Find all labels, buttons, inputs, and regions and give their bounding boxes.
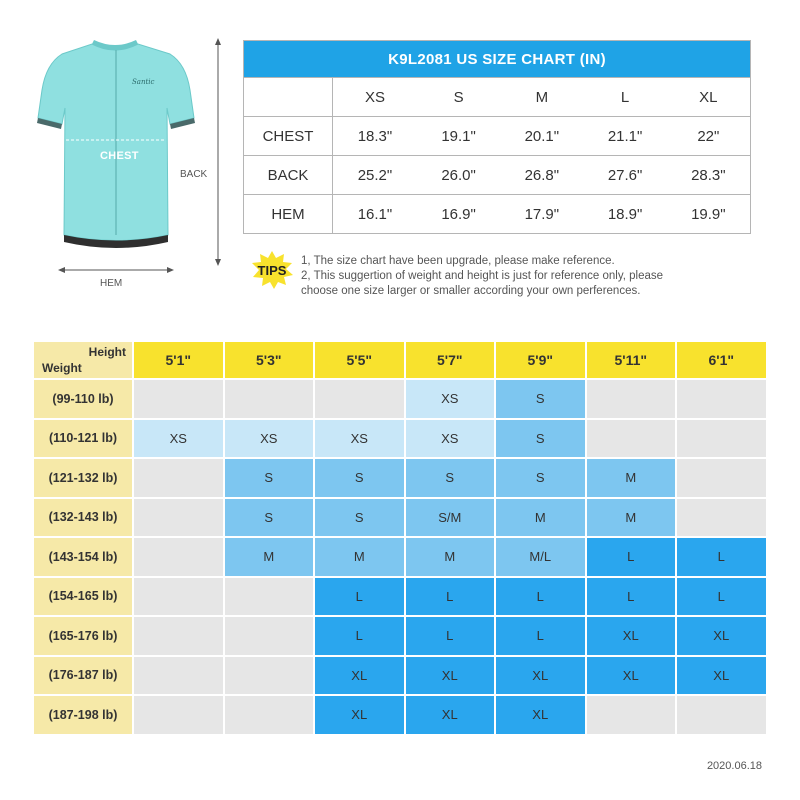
size-cell: S [225,499,314,537]
size-cell: XL [587,657,676,695]
jersey-illustration [20,30,240,300]
measure-value: 25.2" [333,156,417,195]
size-cell: M [406,538,495,576]
measure-value: 22" [667,117,750,156]
empty-cell [587,696,676,734]
empty-cell [134,499,223,537]
size-cell: S [225,459,314,497]
size-cell: M [315,538,404,576]
measure-value: 18.3" [333,117,417,156]
size-cell: XL [496,657,585,695]
size-cell: M [225,538,314,576]
weight-axis-label: Weight [42,361,82,375]
measure-value: 28.3" [667,156,750,195]
size-cell: L [677,538,766,576]
measure-value: 19.9" [667,195,750,234]
height-weight-size-grid [34,342,768,738]
corner-cell [244,78,333,117]
size-cell: XS [134,420,223,458]
tip-line: choose one size larger or smaller according your own perferences. [301,285,641,297]
size-header: XS [333,78,417,117]
size-cell: M [496,499,585,537]
size-cell: XL [406,696,495,734]
empty-cell [134,459,223,497]
weight-label: (110-121 lb) [34,420,132,458]
size-header: XL [667,78,750,117]
height-header: 5'3" [225,342,314,378]
size-cell: L [406,578,495,616]
empty-cell [677,380,766,418]
weight-label: (143-154 lb) [34,538,132,576]
size-cell: M [587,459,676,497]
empty-cell [134,380,223,418]
empty-cell [677,696,766,734]
height-header: 5'7" [406,342,495,378]
tips-text [301,254,761,299]
size-cell: XL [315,696,404,734]
size-cell: L [315,578,404,616]
weight-label: (154-165 lb) [34,578,132,616]
brand-logo: Santic [132,78,155,86]
grid-corner [34,342,132,378]
height-axis-label: Height [88,345,126,359]
empty-cell [134,538,223,576]
size-cell: S [496,420,585,458]
size-cell: S [315,499,404,537]
jersey-image [20,30,240,300]
size-cell: L [496,617,585,655]
measure-value: 16.9" [417,195,500,234]
measure-value: 16.1" [333,195,417,234]
hem-label: HEM [100,278,123,289]
height-header: 5'5" [315,342,404,378]
size-cell: L [677,578,766,616]
back-label: BACK [180,169,208,180]
hem-row [244,195,750,234]
us-size-chart [243,40,751,234]
weight-label: (99-110 lb) [34,380,132,418]
empty-cell [134,578,223,616]
height-header: 5'11" [587,342,676,378]
measure-value: 18.9" [583,195,666,234]
tips-badge [250,250,294,290]
size-cell: S/M [406,499,495,537]
row-label: BACK [244,156,333,195]
size-cell: XS [315,420,404,458]
empty-cell [677,420,766,458]
weight-label: (132-143 lb) [34,499,132,537]
empty-cell [587,380,676,418]
weight-label: (187-198 lb) [34,696,132,734]
measure-value: 26.0" [417,156,500,195]
size-cell: L [406,617,495,655]
size-cell: XL [677,657,766,695]
height-header: 6'1" [677,342,766,378]
size-cell: M/L [496,538,585,576]
empty-cell [225,696,314,734]
size-cell: XL [677,617,766,655]
empty-cell [587,420,676,458]
weight-label: (176-187 lb) [34,657,132,695]
row-label: HEM [244,195,333,234]
measure-value: 27.6" [583,156,666,195]
empty-cell [134,696,223,734]
size-cell: XS [406,380,495,418]
measure-value: 19.1" [417,117,500,156]
size-header: L [583,78,666,117]
measure-value: 20.1" [500,117,583,156]
size-cell: XL [496,696,585,734]
size-cell: L [315,617,404,655]
back-row [244,156,750,195]
row-label: CHEST [244,117,333,156]
size-header: S [417,78,500,117]
empty-cell [225,617,314,655]
height-header: 5'9" [496,342,585,378]
size-cell: XL [587,617,676,655]
size-cell: S [315,459,404,497]
size-header: M [500,78,583,117]
empty-cell [134,657,223,695]
empty-cell [677,499,766,537]
chest-label: CHEST [100,150,139,162]
height-header: 5'1" [134,342,223,378]
size-cell: L [587,578,676,616]
size-cell: S [496,459,585,497]
measure-value: 26.8" [500,156,583,195]
size-cell: XS [406,420,495,458]
size-cell: XL [315,657,404,695]
weight-label: (121-132 lb) [34,459,132,497]
chart-date: 2020.06.18 [706,760,762,772]
size-cell: XS [225,420,314,458]
empty-cell [315,380,404,418]
size-chart-table [244,77,750,233]
size-header-row [244,78,750,117]
measure-value: 17.9" [500,195,583,234]
tip-line: 2, This suggertion of weight and height is just for reference only, please [301,270,664,282]
size-cell: L [587,538,676,576]
size-chart-title: K9L2081 US SIZE CHART (IN) [244,41,750,77]
size-cell: L [496,578,585,616]
measure-value: 21.1" [583,117,666,156]
size-cell: XL [406,657,495,695]
tip-line: 1, The size chart have been upgrade, please make reference. [301,255,615,267]
weight-label: (165-176 lb) [34,617,132,655]
size-cell: S [496,380,585,418]
empty-cell [134,617,223,655]
chest-row [244,117,750,156]
empty-cell [677,459,766,497]
size-cell: S [406,459,495,497]
empty-cell [225,578,314,616]
size-cell: M [587,499,676,537]
empty-cell [225,657,314,695]
tips-label: TIPS [257,262,287,278]
empty-cell [225,380,314,418]
